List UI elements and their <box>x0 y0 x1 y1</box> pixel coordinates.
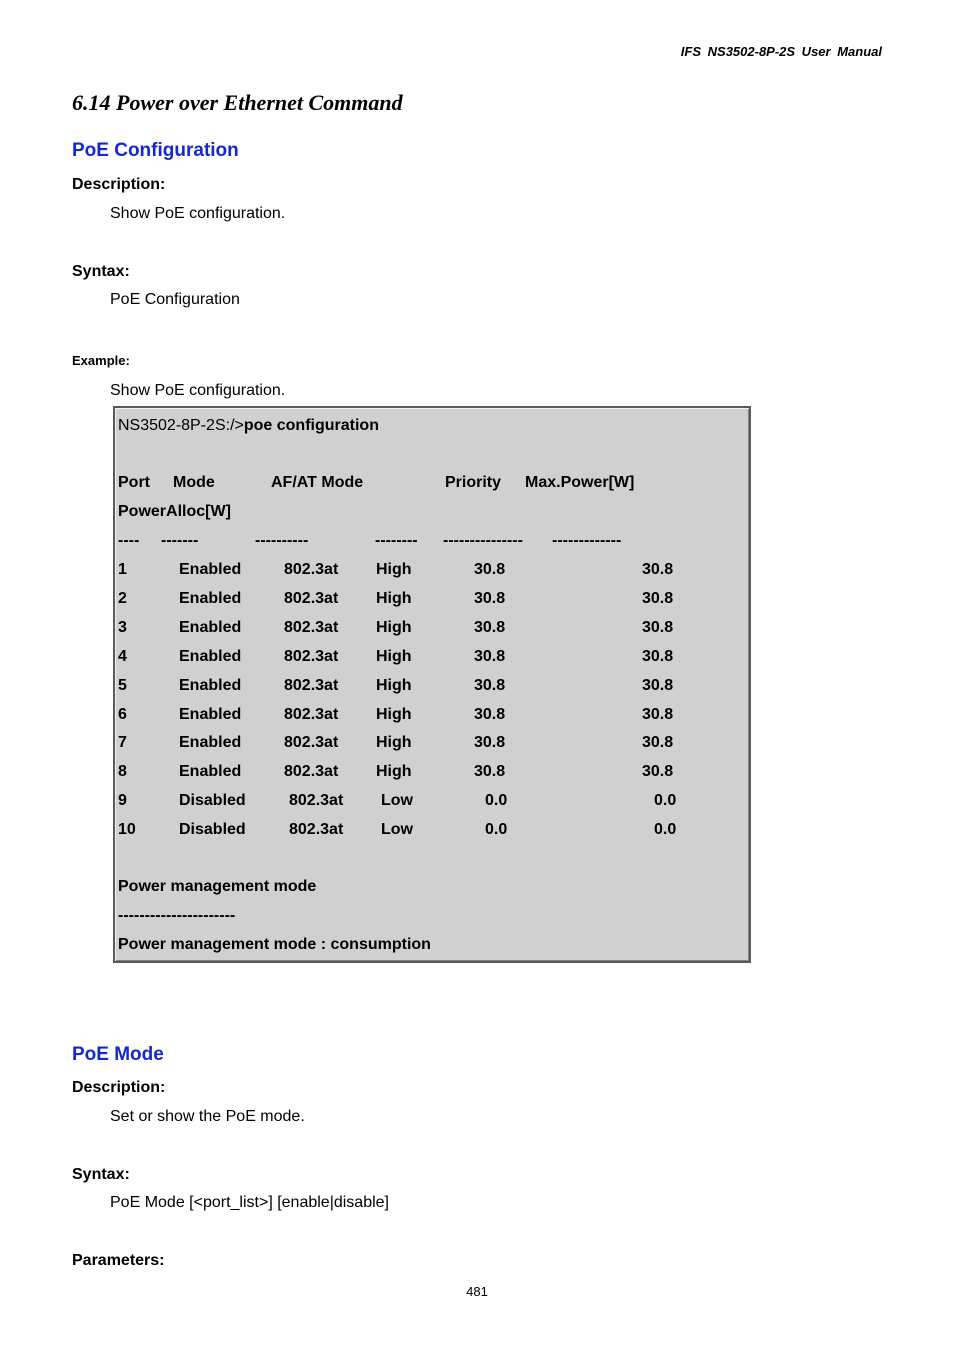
syntax-text: PoE Configuration <box>110 291 240 308</box>
syntax-label: Syntax: <box>72 263 130 280</box>
dash-afat: ---------- <box>255 532 309 549</box>
row-7-alloc: 30.8 <box>642 734 674 752</box>
row-10-alloc: 0.0 <box>654 821 677 839</box>
row-7-priority: High <box>376 734 412 752</box>
header-power-alloc: PowerAlloc[W] <box>118 503 231 520</box>
row-9-priority: Low <box>381 792 413 810</box>
row-9-port: 9 <box>118 792 127 810</box>
header-mode: Mode <box>173 474 215 491</box>
dash-alloc: ------------- <box>552 532 622 549</box>
row-8-alloc: 30.8 <box>642 763 674 781</box>
power-management-title: Power management mode <box>118 878 317 895</box>
row-2-mode: Enabled <box>179 589 242 607</box>
row-1-afat: 802.3at <box>284 561 339 578</box>
row-8-priority: High <box>376 763 412 781</box>
page-header: IFS NS3502-8P-2S User Manual <box>680 44 882 59</box>
row-9-maxpower: 0.0 <box>485 792 508 810</box>
page-number: 481 <box>466 1284 488 1299</box>
syntax-text-2: PoE Mode [<port_list>] [enable|disable] <box>110 1194 389 1211</box>
console-command-line <box>118 417 379 435</box>
row-5-mode: Enabled <box>179 676 242 694</box>
row-3-port: 3 <box>118 618 127 636</box>
row-5-afat: 802.3at <box>284 676 339 694</box>
row-9-mode: Disabled <box>179 792 246 810</box>
row-6-mode: Enabled <box>179 705 242 723</box>
description-label-2: Description: <box>72 1079 166 1096</box>
example-label: Example: <box>72 353 130 368</box>
dash-maxpower: --------------- <box>443 532 523 549</box>
parameters-label: Parameters: <box>72 1252 165 1269</box>
row-4-priority: High <box>376 647 412 665</box>
row-7-mode: Enabled <box>179 734 242 752</box>
row-3-priority: High <box>376 618 412 636</box>
header-priority: Priority <box>445 474 502 491</box>
description-text: Show PoE configuration. <box>110 205 286 222</box>
row-6-port: 6 <box>118 705 127 723</box>
row-7-port: 7 <box>118 734 127 752</box>
header-port: Port <box>118 474 150 491</box>
row-8-maxpower: 30.8 <box>474 763 506 781</box>
section-title-poe-mode: PoE Mode <box>72 1044 164 1065</box>
row-7-afat: 802.3at <box>284 734 339 752</box>
power-management-value: Power management mode : consumption <box>118 936 431 953</box>
row-1-port: 1 <box>118 561 127 578</box>
row-10-port: 10 <box>118 821 136 839</box>
row-9-afat: 802.3at <box>289 792 344 810</box>
row-4-alloc: 30.8 <box>642 647 674 665</box>
row-10-priority: Low <box>381 821 413 839</box>
row-5-port: 5 <box>118 676 127 694</box>
row-1-mode: Enabled <box>179 561 242 578</box>
row-1-alloc: 30.8 <box>642 561 674 578</box>
row-4-port: 4 <box>118 647 127 665</box>
row-10-maxpower: 0.0 <box>485 821 508 839</box>
console-prompt: NS3502-8P-2S:/> <box>118 417 244 434</box>
header-afat-mode: AF/AT Mode <box>271 474 364 491</box>
section-title-poe-configuration: PoE Configuration <box>72 140 239 161</box>
example-text: Show PoE configuration. <box>110 382 286 399</box>
row-8-mode: Enabled <box>179 763 242 781</box>
console-output-box <box>113 406 751 963</box>
row-10-afat: 802.3at <box>289 821 344 839</box>
row-1-maxpower: 30.8 <box>474 561 506 578</box>
row-2-alloc: 30.8 <box>642 589 674 607</box>
row-4-afat: 802.3at <box>284 647 339 665</box>
row-5-alloc: 30.8 <box>642 676 674 694</box>
chapter-title: 6.14 Power over Ethernet Command <box>72 90 403 115</box>
power-management-dashes: ---------------------- <box>118 907 236 924</box>
row-5-priority: High <box>376 676 412 694</box>
row-1-priority: High <box>376 561 412 578</box>
row-2-maxpower: 30.8 <box>474 589 506 607</box>
row-3-mode: Enabled <box>179 618 242 636</box>
row-3-maxpower: 30.8 <box>474 618 506 636</box>
header-max-power: Max.Power[W] <box>525 474 635 491</box>
row-2-port: 2 <box>118 589 127 607</box>
description-label: Description: <box>72 176 166 193</box>
description-text-2: Set or show the PoE mode. <box>110 1108 305 1125</box>
row-6-priority: High <box>376 705 412 723</box>
row-2-priority: High <box>376 589 412 607</box>
syntax-label-2: Syntax: <box>72 1166 130 1183</box>
row-3-alloc: 30.8 <box>642 618 674 636</box>
dash-priority: -------- <box>375 532 418 549</box>
row-5-maxpower: 30.8 <box>474 676 506 694</box>
row-9-alloc: 0.0 <box>654 792 677 810</box>
console-command: poe configuration <box>243 417 379 434</box>
row-8-afat: 802.3at <box>284 763 339 781</box>
row-4-mode: Enabled <box>179 647 242 665</box>
row-2-afat: 802.3at <box>284 589 339 607</box>
row-6-maxpower: 30.8 <box>474 705 506 723</box>
row-7-maxpower: 30.8 <box>474 734 506 752</box>
row-6-afat: 802.3at <box>284 705 339 723</box>
row-10-mode: Disabled <box>179 821 246 839</box>
row-3-afat: 802.3at <box>284 618 339 636</box>
dash-port: ---- <box>118 532 140 549</box>
row-4-maxpower: 30.8 <box>474 647 506 665</box>
dash-mode: ------- <box>161 532 199 549</box>
row-8-port: 8 <box>118 763 127 781</box>
row-6-alloc: 30.8 <box>642 705 674 723</box>
